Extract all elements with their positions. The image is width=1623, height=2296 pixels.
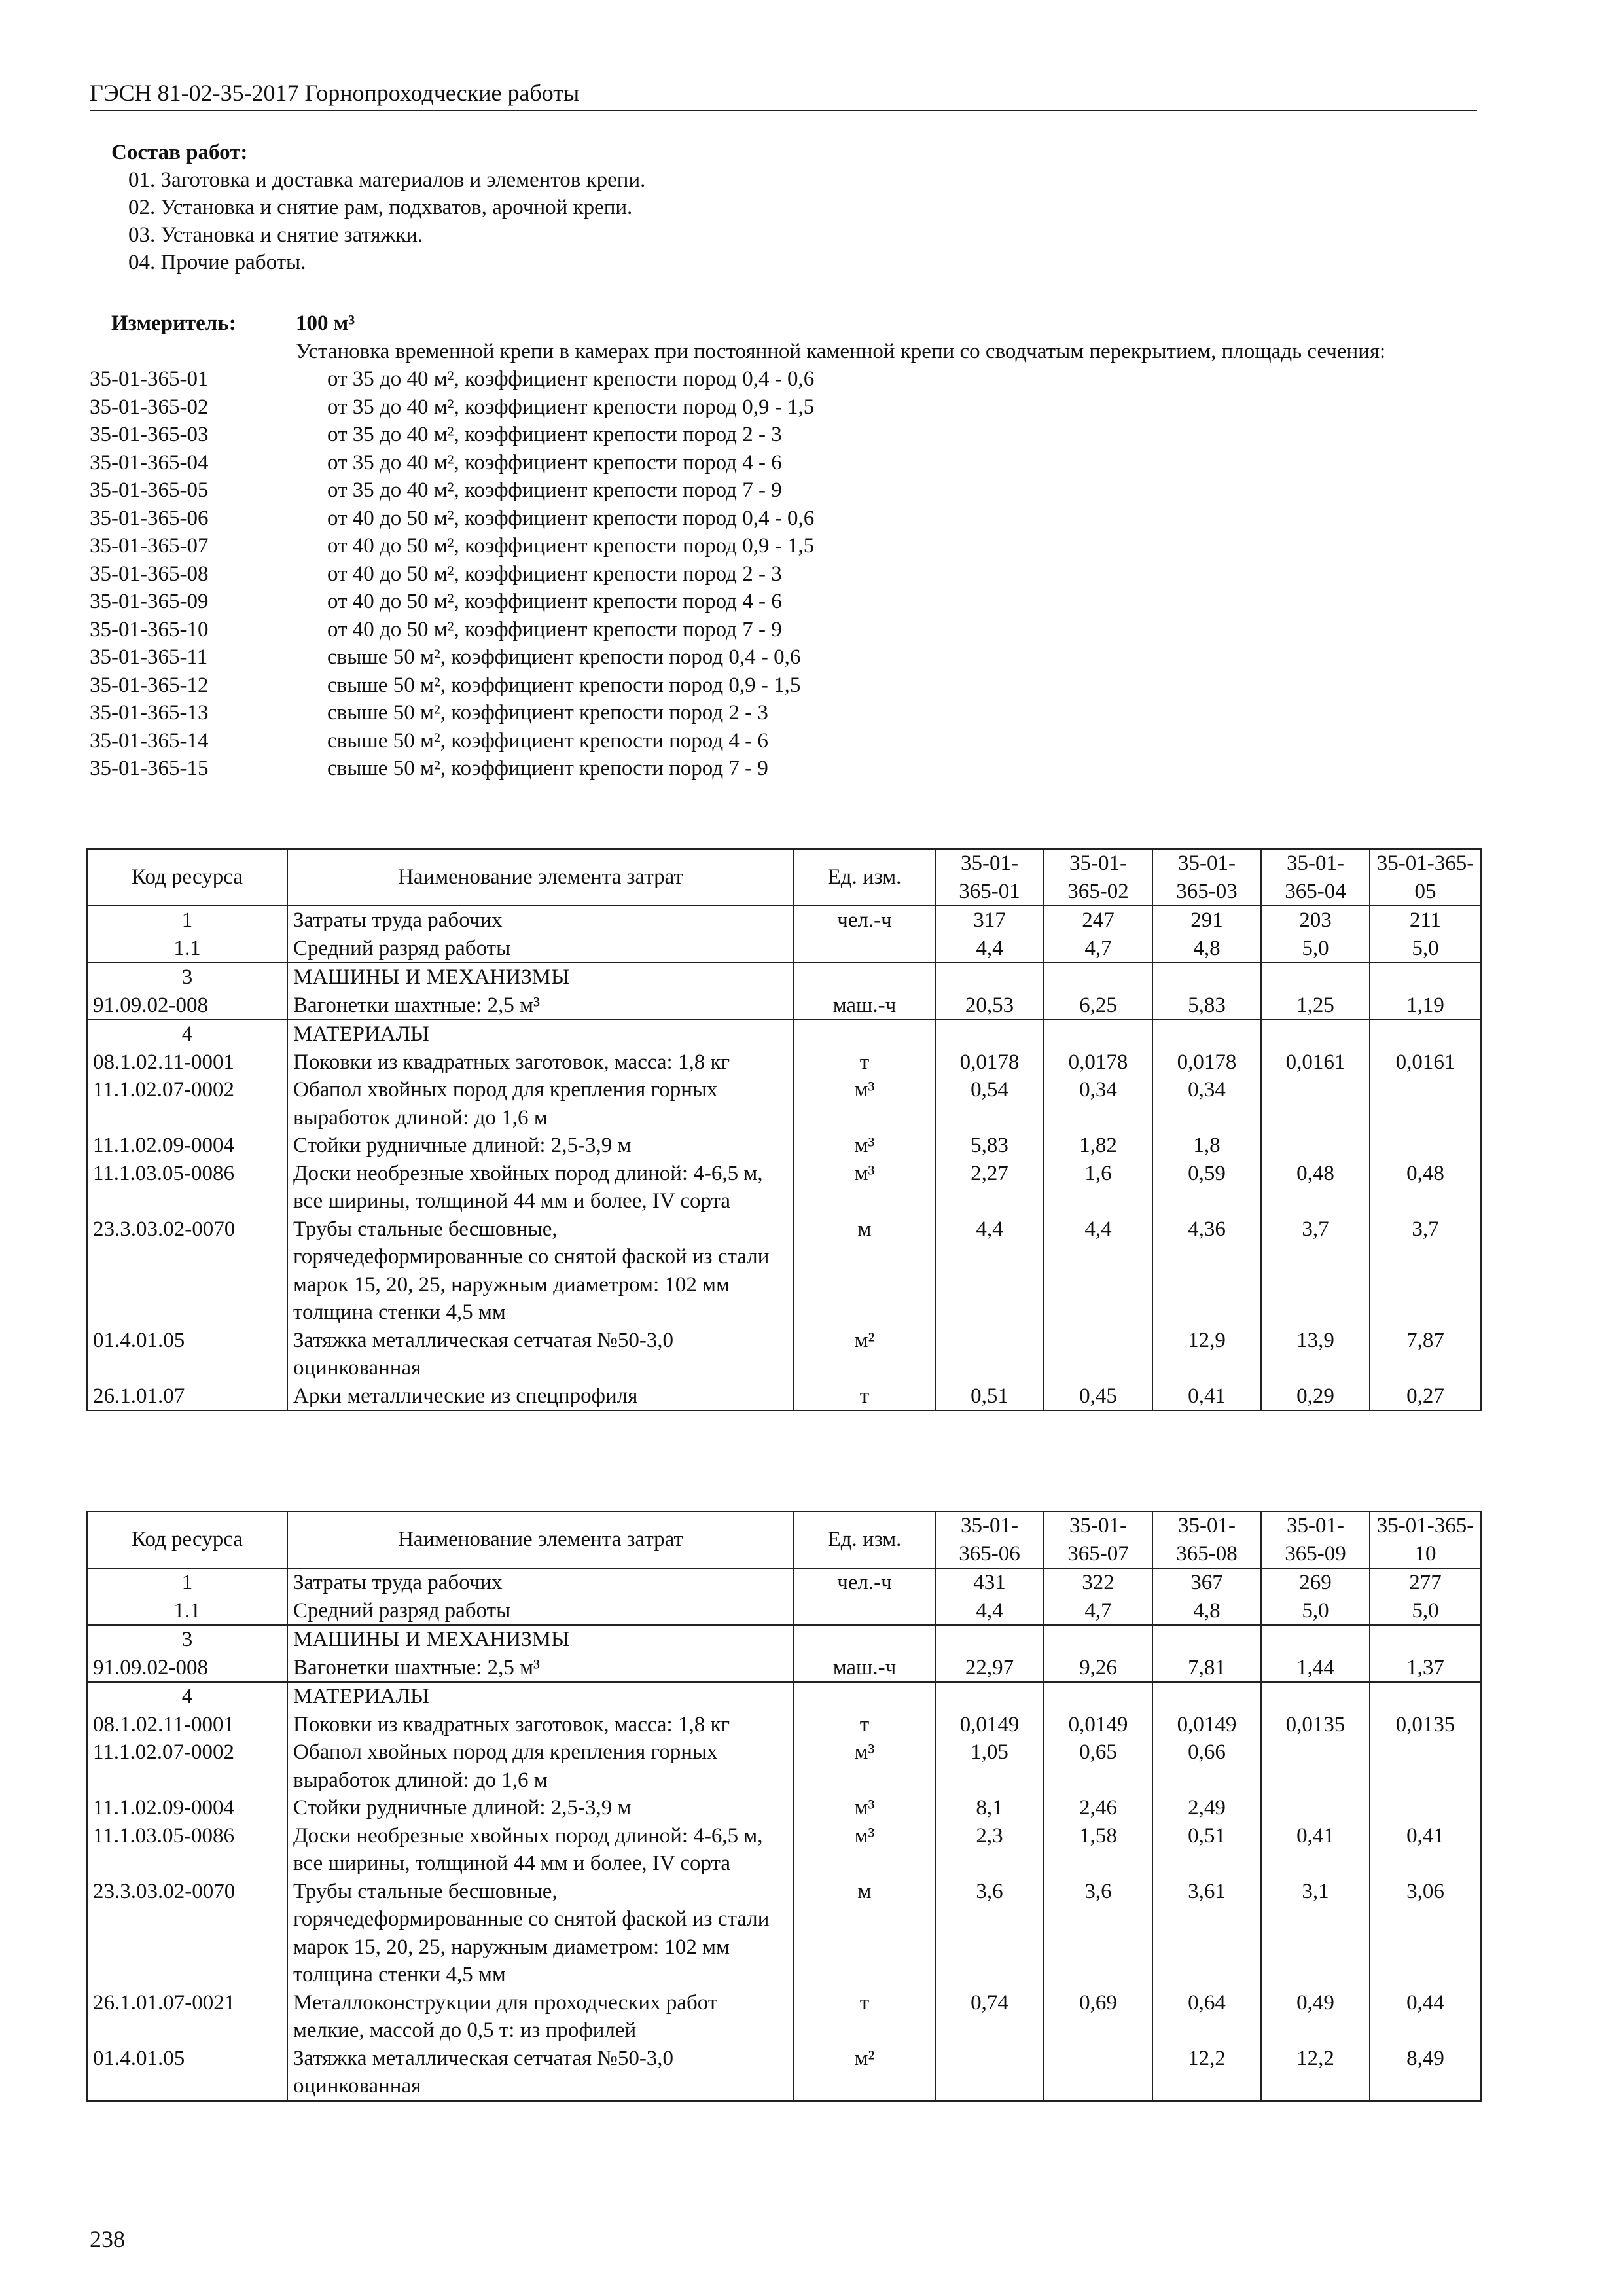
resource-value: 4,8 — [1152, 935, 1261, 963]
resource-unit: т — [794, 1382, 935, 1411]
page-number: 238 — [90, 2226, 125, 2252]
resource-unit — [794, 1625, 935, 1654]
resource-value: 0,51 — [935, 1382, 1044, 1411]
resource-table-2 — [86, 1511, 1482, 2102]
resource-name: МАТЕРИАЛЫ — [287, 1020, 794, 1049]
resource-value: 5,0 — [1370, 1597, 1481, 1626]
measure-item-code: 35-01-365-15 — [90, 757, 209, 780]
resource-value: 0,44 — [1370, 1989, 1481, 2045]
resource-value: 0,0135 — [1261, 1711, 1370, 1739]
resource-name: МАШИНЫ И МЕХАНИЗМЫ — [287, 963, 794, 992]
resource-value — [1370, 963, 1481, 992]
resource-value: 6,25 — [1044, 992, 1152, 1020]
resource-value: 20,53 — [935, 992, 1044, 1020]
resource-value: 3,6 — [935, 1878, 1044, 1989]
resource-name: Затраты труда рабочих — [287, 1568, 794, 1597]
resource-unit: м³ — [794, 1794, 935, 1822]
resource-value — [1152, 1020, 1261, 1049]
resource-value: 3,06 — [1370, 1878, 1481, 1989]
resource-unit: м — [794, 1878, 935, 1989]
resource-value: 2,46 — [1044, 1794, 1152, 1822]
work-composition — [111, 139, 1420, 276]
resource-code: 08.1.02.11-0001 — [87, 1049, 287, 1077]
measure-item-code: 35-01-365-06 — [90, 506, 209, 530]
resource-value: 0,66 — [1152, 1738, 1261, 1794]
resource-name: МАШИНЫ И МЕХАНИЗМЫ — [287, 1625, 794, 1654]
resource-value — [1044, 1682, 1152, 1711]
table-row — [87, 1711, 1481, 1739]
work-item: 01. Заготовка и доставка материалов и элементов крепи. — [128, 168, 646, 192]
resource-value — [935, 1327, 1044, 1382]
measure-description-row — [90, 338, 1477, 366]
resource-value: 367 — [1152, 1568, 1261, 1597]
resource-code: 23.3.03.02-0070 — [87, 1215, 287, 1327]
resource-value — [1370, 1076, 1481, 1132]
resource-value — [1261, 1682, 1370, 1711]
resource-name: Поковки из квадратных заготовок, масса: 1,8 кг — [287, 1711, 794, 1739]
resource-code: 26.1.01.07-0021 — [87, 1989, 287, 2045]
resource-value: 7,87 — [1370, 1327, 1481, 1382]
table-row — [87, 1327, 1481, 1382]
table-row — [87, 1682, 1481, 1711]
table-row — [87, 935, 1481, 963]
resource-value: 1,8 — [1152, 1132, 1261, 1160]
resource-value: 1,05 — [935, 1738, 1044, 1794]
measure-item-text: от 35 до 40 м², коэффициент крепости пород 7 - 9 — [327, 478, 782, 502]
col-value-header: 35-01-365-10 — [1370, 1511, 1481, 1568]
resource-value: 291 — [1152, 906, 1261, 935]
resource-value: 0,34 — [1044, 1076, 1152, 1132]
resource-value — [1370, 1682, 1481, 1711]
resource-value: 2,3 — [935, 1822, 1044, 1878]
resource-value — [1261, 1076, 1370, 1132]
measure-item-code: 35-01-365-09 — [90, 590, 209, 613]
page-header: ГЭСН 81-02-35-2017 Горнопроходческие работы — [90, 79, 1477, 111]
resource-unit: м³ — [794, 1160, 935, 1215]
resource-unit — [794, 1682, 935, 1711]
measure-item-code: 35-01-365-07 — [90, 534, 209, 558]
resource-unit: м³ — [794, 1822, 935, 1878]
resource-value: 0,74 — [935, 1989, 1044, 2045]
measure-section — [90, 310, 1477, 783]
resource-value: 0,0149 — [1044, 1711, 1152, 1739]
resource-value — [1152, 1625, 1261, 1654]
table-row — [87, 963, 1481, 992]
resource-value — [1261, 963, 1370, 992]
measure-item-text: от 40 до 50 м², коэффициент крепости пород 4 - 6 — [327, 590, 782, 613]
resource-value — [1152, 963, 1261, 992]
measure-item — [90, 699, 1477, 727]
resource-value: 5,0 — [1261, 1597, 1370, 1626]
measure-label: Измеритель: — [111, 312, 236, 335]
resource-value: 0,41 — [1152, 1382, 1261, 1411]
resource-value: 5,0 — [1370, 935, 1481, 963]
measure-item-text: от 40 до 50 м², коэффициент крепости пород 2 - 3 — [327, 562, 782, 586]
measure-description: Установка временной крепи в камерах при постоянной каменной крепи со сводчатым перекрытием, площадь сечения: — [296, 339, 1386, 363]
col-code-header: Код ресурса — [87, 849, 287, 906]
table-row — [87, 1625, 1481, 1654]
measure-item-code: 35-01-365-02 — [90, 395, 209, 419]
resource-name: Стойки рудничные длиной: 2,5-3,9 м — [287, 1132, 794, 1160]
resource-value — [1261, 1794, 1370, 1822]
measure-item-text: свыше 50 м², коэффициент крепости пород 4 - 6 — [327, 728, 768, 753]
resource-value: 4,7 — [1044, 1597, 1152, 1626]
measure-item-code: 35-01-365-05 — [90, 478, 209, 502]
resource-value: 4,4 — [935, 935, 1044, 963]
work-item: 04. Прочие работы. — [128, 251, 306, 274]
measure-item — [90, 365, 1477, 393]
resource-value: 0,41 — [1261, 1822, 1370, 1878]
resource-value: 1,19 — [1370, 992, 1481, 1020]
col-value-header: 35-01-365-02 — [1044, 849, 1152, 906]
resource-value: 211 — [1370, 906, 1481, 935]
resource-value: 322 — [1044, 1568, 1152, 1597]
resource-name: Обапол хвойных пород для крепления горных выработок длиной: до 1,6 м — [287, 1076, 794, 1132]
resource-code: 91.09.02-008 — [87, 1654, 287, 1683]
measure-item-text: свыше 50 м², коэффициент крепости пород 7 - 9 — [327, 757, 768, 780]
resource-value: 22,97 — [935, 1654, 1044, 1683]
resource-value: 0,48 — [1370, 1160, 1481, 1215]
measure-item-text: от 40 до 50 м², коэффициент крепости пород 7 - 9 — [327, 617, 782, 641]
table-row — [87, 1989, 1481, 2045]
col-value-header: 35-01-365-07 — [1044, 1511, 1152, 1568]
col-name-header: Наименование элемента затрат — [287, 849, 794, 906]
resource-unit — [794, 935, 935, 963]
resource-value — [935, 1682, 1044, 1711]
measure-item — [90, 643, 1477, 672]
resource-code: 11.1.03.05-0086 — [87, 1160, 287, 1215]
measure-item-text: от 35 до 40 м², коэффициент крепости пород 4 - 6 — [327, 450, 782, 475]
resource-code: 4 — [87, 1020, 287, 1049]
resource-code: 11.1.02.07-0002 — [87, 1076, 287, 1132]
resource-value — [935, 963, 1044, 992]
resource-value — [1370, 1625, 1481, 1654]
table-row — [87, 2045, 1481, 2101]
table-header-row — [87, 1511, 1481, 1568]
resource-value: 12,2 — [1261, 2045, 1370, 2101]
table-row — [87, 1076, 1481, 1132]
table-row — [87, 1794, 1481, 1822]
resource-value: 4,8 — [1152, 1597, 1261, 1626]
resource-unit — [794, 963, 935, 992]
resource-value — [1044, 1625, 1152, 1654]
resource-value: 0,0149 — [1152, 1711, 1261, 1739]
measure-item-text: от 35 до 40 м², коэффициент крепости пород 2 - 3 — [327, 423, 782, 446]
measure-item — [90, 532, 1477, 560]
resource-value: 0,41 — [1370, 1822, 1481, 1878]
resource-name: Металлоконструкции для проходческих работ мелкие, массой до 0,5 т: из профилей — [287, 1989, 794, 2045]
col-value-header: 35-01-365-06 — [935, 1511, 1044, 1568]
resource-name: Средний разряд работы — [287, 935, 794, 963]
resource-value: 0,64 — [1152, 1989, 1261, 2045]
resource-name: Затяжка металлическая сетчатая №50-3,0 оцинкованная — [287, 1327, 794, 1382]
resource-value: 7,81 — [1152, 1654, 1261, 1683]
resource-value — [1261, 1625, 1370, 1654]
resource-value — [1261, 1132, 1370, 1160]
col-value-header: 35-01-365-03 — [1152, 849, 1261, 906]
table-row — [87, 1568, 1481, 1597]
measure-item-text: свыше 50 м², коэффициент крепости пород 2 - 3 — [327, 701, 768, 725]
resource-code: 1 — [87, 906, 287, 935]
table-row — [87, 1597, 1481, 1626]
resource-value — [935, 1625, 1044, 1654]
resource-code: 3 — [87, 963, 287, 992]
resource-name: Доски необрезные хвойных пород длиной: 4-6,5 м, все ширины, толщиной 44 мм и более, IV сорта — [287, 1822, 794, 1878]
resource-value — [1370, 1132, 1481, 1160]
resource-value: 4,4 — [935, 1597, 1044, 1626]
col-value-header: 35-01-365-05 — [1370, 849, 1481, 906]
resource-code: 11.1.02.09-0004 — [87, 1132, 287, 1160]
resource-code: 1 — [87, 1568, 287, 1597]
resource-table-1 — [86, 848, 1482, 1411]
resource-value: 317 — [935, 906, 1044, 935]
resource-value: 3,61 — [1152, 1878, 1261, 1989]
resource-unit — [794, 1020, 935, 1049]
resource-name: Поковки из квадратных заготовок, масса: 1,8 кг — [287, 1049, 794, 1077]
resource-value: 1,82 — [1044, 1132, 1152, 1160]
measure-item — [90, 672, 1477, 700]
resource-code: 23.3.03.02-0070 — [87, 1878, 287, 1989]
measure-item-text: свыше 50 м², коэффициент крепости пород 0,4 - 0,6 — [327, 645, 801, 669]
measure-item — [90, 449, 1477, 477]
resource-value: 5,0 — [1261, 935, 1370, 963]
table-row — [87, 1382, 1481, 1411]
resource-name: Средний разряд работы — [287, 1597, 794, 1626]
resource-value: 0,54 — [935, 1076, 1044, 1132]
resource-value: 0,48 — [1261, 1160, 1370, 1215]
resource-name: Вагонетки шахтные: 2,5 м³ — [287, 992, 794, 1020]
col-value-header: 35-01-365-04 — [1261, 849, 1370, 906]
measure-item — [90, 588, 1477, 616]
resource-value: 12,9 — [1152, 1327, 1261, 1382]
resource-name: Вагонетки шахтные: 2,5 м³ — [287, 1654, 794, 1683]
col-code-header: Код ресурса — [87, 1511, 287, 1568]
resource-value — [1044, 963, 1152, 992]
measure-item — [90, 476, 1477, 505]
resource-value — [935, 2045, 1044, 2101]
resource-name: Затраты труда рабочих — [287, 906, 794, 935]
resource-value: 2,49 — [1152, 1794, 1261, 1822]
resource-value: 247 — [1044, 906, 1152, 935]
measure-item-code: 35-01-365-08 — [90, 562, 209, 586]
resource-value: 9,26 — [1044, 1654, 1152, 1683]
resource-code: 4 — [87, 1682, 287, 1711]
measure-item-text: свыше 50 м², коэффициент крепости пород 0,9 - 1,5 — [327, 673, 801, 697]
work-item: 03. Установка и снятие затяжки. — [128, 223, 423, 247]
table-row — [87, 1654, 1481, 1683]
resource-value: 0,0161 — [1370, 1049, 1481, 1077]
col-value-header: 35-01-365-01 — [935, 849, 1044, 906]
measure-list — [90, 365, 1477, 783]
resource-value — [1370, 1794, 1481, 1822]
resource-name: Обапол хвойных пород для крепления горных выработок длиной: до 1,6 м — [287, 1738, 794, 1794]
resource-code: 01.4.01.05 — [87, 1327, 287, 1382]
resource-value: 3,7 — [1370, 1215, 1481, 1327]
measure-item-code: 35-01-365-13 — [90, 701, 209, 725]
table-row — [87, 1215, 1481, 1327]
resource-value: 4,4 — [1044, 1215, 1152, 1327]
resource-unit: м — [794, 1215, 935, 1327]
resource-value: 2,27 — [935, 1160, 1044, 1215]
resource-value: 13,9 — [1261, 1327, 1370, 1382]
resource-value: 0,34 — [1152, 1076, 1261, 1132]
resource-unit: т — [794, 1049, 935, 1077]
resource-unit: м³ — [794, 1738, 935, 1794]
measure-item-code: 35-01-365-14 — [90, 728, 209, 753]
resource-unit — [794, 1597, 935, 1626]
col-unit-header: Ед. изм. — [794, 849, 935, 906]
table-row — [87, 992, 1481, 1020]
resource-name: Трубы стальные бесшовные, горячедеформированные со снятой фаской из стали марок 15, 20, 25, наружным диаметром: 102 мм толщина стенки 4,5 мм — [287, 1878, 794, 1989]
measure-item-code: 35-01-365-11 — [90, 645, 208, 669]
resource-unit: м² — [794, 2045, 935, 2101]
resource-unit: м² — [794, 1327, 935, 1382]
table-row — [87, 1132, 1481, 1160]
resource-unit: м³ — [794, 1076, 935, 1132]
resource-name: Арки металлические из спецпрофиля — [287, 1382, 794, 1411]
resource-value: 8,49 — [1370, 2045, 1481, 2101]
resource-value: 0,49 — [1261, 1989, 1370, 2045]
measure-item — [90, 393, 1477, 422]
measure-item-text: от 40 до 50 м², коэффициент крепости пород 0,4 - 0,6 — [327, 506, 815, 530]
measure-row — [90, 310, 1477, 338]
resource-code: 11.1.02.07-0002 — [87, 1738, 287, 1794]
resource-value — [1261, 1020, 1370, 1049]
resource-value: 0,59 — [1152, 1160, 1261, 1215]
measure-item — [90, 560, 1477, 588]
resource-code: 08.1.02.11-0001 — [87, 1711, 287, 1739]
col-name-header: Наименование элемента затрат — [287, 1511, 794, 1568]
table-row — [87, 906, 1481, 935]
resource-value: 1,37 — [1370, 1654, 1481, 1683]
table-row — [87, 1878, 1481, 1989]
table-header-row — [87, 849, 1481, 906]
measure-unit: 100 м³ — [296, 312, 355, 335]
measure-item-code: 35-01-365-01 — [90, 367, 209, 391]
resource-unit: маш.-ч — [794, 992, 935, 1020]
resource-value — [1152, 1682, 1261, 1711]
resource-unit: м³ — [794, 1132, 935, 1160]
resource-value: 431 — [935, 1568, 1044, 1597]
resource-value — [1044, 1020, 1152, 1049]
measure-item-text: от 40 до 50 м², коэффициент крепости пород 0,9 - 1,5 — [327, 534, 815, 558]
measure-item-code: 35-01-365-04 — [90, 450, 209, 475]
resource-value: 0,69 — [1044, 1989, 1152, 2045]
resource-value: 0,65 — [1044, 1738, 1152, 1794]
resource-value: 0,45 — [1044, 1382, 1152, 1411]
measure-item — [90, 505, 1477, 533]
resource-value: 0,0178 — [1044, 1049, 1152, 1077]
resource-name: Затяжка металлическая сетчатая №50-3,0 оцинкованная — [287, 2045, 794, 2101]
resource-unit: т — [794, 1711, 935, 1739]
measure-item-code: 35-01-365-12 — [90, 673, 209, 697]
measure-item — [90, 755, 1477, 783]
col-value-header: 35-01-365-08 — [1152, 1511, 1261, 1568]
resource-value: 12,2 — [1152, 2045, 1261, 2101]
measure-item-text: от 35 до 40 м², коэффициент крепости пород 0,9 - 1,5 — [327, 395, 815, 419]
resource-unit: чел.-ч — [794, 906, 935, 935]
resource-value: 203 — [1261, 906, 1370, 935]
table-row — [87, 1822, 1481, 1878]
resource-value — [1370, 1020, 1481, 1049]
resource-code: 1.1 — [87, 1597, 287, 1626]
resource-name: Доски необрезные хвойных пород длиной: 4-6,5 м, все ширины, толщиной 44 мм и более, IV сорта — [287, 1160, 794, 1215]
resource-value: 3,7 — [1261, 1215, 1370, 1327]
resource-value: 0,0178 — [1152, 1049, 1261, 1077]
resource-value: 1,25 — [1261, 992, 1370, 1020]
resource-value: 3,1 — [1261, 1878, 1370, 1989]
resource-value: 0,0135 — [1370, 1711, 1481, 1739]
resource-code: 3 — [87, 1625, 287, 1654]
resource-value: 0,29 — [1261, 1382, 1370, 1411]
resource-value: 8,1 — [935, 1794, 1044, 1822]
resource-value: 5,83 — [935, 1132, 1044, 1160]
resource-code: 1.1 — [87, 935, 287, 963]
table-row — [87, 1049, 1481, 1077]
resource-value: 1,44 — [1261, 1654, 1370, 1683]
resource-value: 4,36 — [1152, 1215, 1261, 1327]
resource-code: 11.1.02.09-0004 — [87, 1794, 287, 1822]
work-title: Состав работ: — [111, 141, 248, 164]
measure-item — [90, 421, 1477, 449]
resource-name: МАТЕРИАЛЫ — [287, 1682, 794, 1711]
resource-value — [1044, 1327, 1152, 1382]
resource-value: 0,51 — [1152, 1822, 1261, 1878]
resource-value: 4,7 — [1044, 935, 1152, 963]
resource-name: Трубы стальные бесшовные, горячедеформированные со снятой фаской из стали марок 15, 20, 25, наружным диаметром: 102 мм толщина стенки 4,5 мм — [287, 1215, 794, 1327]
table-row — [87, 1738, 1481, 1794]
resource-name: Стойки рудничные длиной: 2,5-3,9 м — [287, 1794, 794, 1822]
measure-item — [90, 616, 1477, 644]
table-row — [87, 1160, 1481, 1215]
resource-value: 269 — [1261, 1568, 1370, 1597]
resource-value: 0,0149 — [935, 1711, 1044, 1739]
resource-code: 01.4.01.05 — [87, 2045, 287, 2101]
measure-item-text: от 35 до 40 м², коэффициент крепости пород 0,4 - 0,6 — [327, 367, 815, 391]
resource-unit: т — [794, 1989, 935, 2045]
resource-value: 277 — [1370, 1568, 1481, 1597]
measure-item-code: 35-01-365-10 — [90, 617, 209, 641]
measure-item-code: 35-01-365-03 — [90, 423, 209, 446]
resource-value: 4,4 — [935, 1215, 1044, 1327]
resource-code: 91.09.02-008 — [87, 992, 287, 1020]
resource-value — [1044, 2045, 1152, 2101]
resource-value — [1261, 1738, 1370, 1794]
resource-value: 3,6 — [1044, 1878, 1152, 1989]
col-unit-header: Ед. изм. — [794, 1511, 935, 1568]
resource-value: 0,0161 — [1261, 1049, 1370, 1077]
col-value-header: 35-01-365-09 — [1261, 1511, 1370, 1568]
resource-value — [935, 1020, 1044, 1049]
resource-value: 5,83 — [1152, 992, 1261, 1020]
resource-value — [1370, 1738, 1481, 1794]
resource-unit: чел.-ч — [794, 1568, 935, 1597]
resource-unit: маш.-ч — [794, 1654, 935, 1683]
table-row — [87, 1020, 1481, 1049]
work-item: 02. Установка и снятие рам, подхватов, арочной крепи. — [128, 196, 633, 219]
resource-value: 0,0178 — [935, 1049, 1044, 1077]
resource-value: 0,27 — [1370, 1382, 1481, 1411]
resource-code: 26.1.01.07 — [87, 1382, 287, 1411]
resource-value: 1,6 — [1044, 1160, 1152, 1215]
resource-code: 11.1.03.05-0086 — [87, 1822, 287, 1878]
measure-item — [90, 727, 1477, 755]
resource-value: 1,58 — [1044, 1822, 1152, 1878]
